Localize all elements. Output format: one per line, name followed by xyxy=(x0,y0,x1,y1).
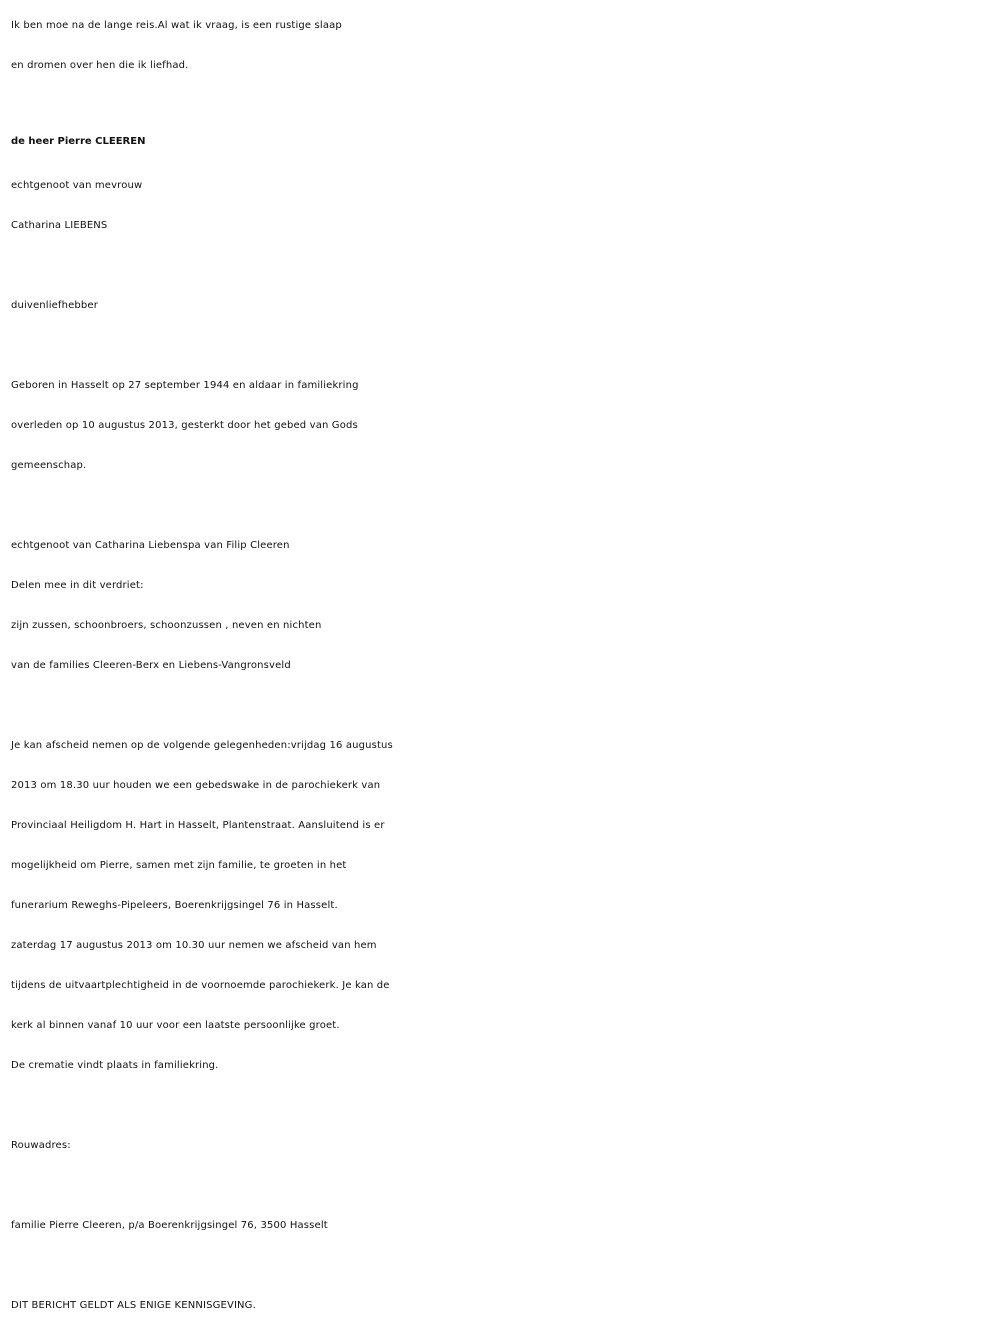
mourning-address: familie Pierre Cleeren, p/a Boerenkrijgsingel 76, 3500 Hasselt xyxy=(11,1220,328,1231)
family-info xyxy=(11,526,996,686)
farewell-line: tijdens de uitvaartplechtigheid in de voornoemde parochiekerk. Je kan de xyxy=(11,980,390,991)
spacer xyxy=(11,1166,996,1206)
family-line: Delen mee in dit verdriet: xyxy=(11,580,144,591)
poem xyxy=(11,6,996,86)
family-line: echtgenoot van Catharina Liebenspa van Filip Cleeren xyxy=(11,540,290,551)
hobby: duivenliefhebber xyxy=(11,300,98,311)
spouse-line: Catharina LIEBENS xyxy=(11,220,108,231)
farewell-line: Je kan afscheid nemen op de volgende gelegenheden:vrijdag 16 augustus xyxy=(11,740,393,751)
farewell-info xyxy=(11,726,996,1086)
spouse-line: echtgenoot van mevrouw xyxy=(11,180,143,191)
farewell-line: funerarium Reweghs-Pipeleers, Boerenkrijgsingel 76 in Hasselt. xyxy=(11,900,338,911)
birth-death-info xyxy=(11,366,996,486)
poem-line: Ik ben moe na de lange reis.Al wat ik vraag, is een rustige slaap xyxy=(11,20,342,31)
deceased-name: de heer Pierre CLEEREN xyxy=(11,136,146,147)
address-label: Rouwadres: xyxy=(11,1140,71,1151)
spacer xyxy=(11,486,996,526)
poem-line: en dromen over hen die ik liefhad. xyxy=(11,60,189,71)
farewell-line: 2013 om 18.30 uur houden we een gebedswake in de parochiekerk van xyxy=(11,780,381,791)
family-line: zijn zussen, schoonbroers, schoonzussen , neven en nichten xyxy=(11,620,322,631)
spacer xyxy=(11,246,996,286)
spacer xyxy=(11,686,996,726)
farewell-line: mogelijkheid om Pierre, samen met zijn familie, te groeten in het xyxy=(11,860,347,871)
farewell-line: Provinciaal Heiligdom H. Hart in Hasselt, Plantenstraat. Aansluitend is er xyxy=(11,820,385,831)
spacer xyxy=(11,1086,996,1126)
spacer xyxy=(11,1246,996,1286)
farewell-line: zaterdag 17 augustus 2013 om 10.30 uur nemen we afscheid van hem xyxy=(11,940,377,951)
farewell-line: De crematie vindt plaats in familiekring. xyxy=(11,1060,219,1071)
birth-death-line: Geboren in Hasselt op 27 september 1944 en aldaar in familiekring xyxy=(11,380,359,391)
birth-death-line: overleden op 10 augustus 2013, gesterkt door het gebed van Gods xyxy=(11,420,358,431)
notice: DIT BERICHT GELDT ALS ENIGE KENNISGEVING. xyxy=(11,1300,256,1311)
spacer xyxy=(11,326,996,366)
spouse-info xyxy=(11,166,996,246)
birth-death-line: gemeenschap. xyxy=(11,460,87,471)
farewell-line: kerk al binnen vanaf 10 uur voor een laatste persoonlijke groet. xyxy=(11,1020,340,1031)
family-line: van de families Cleeren-Berx en Liebens-Vangronsveld xyxy=(11,660,291,671)
obituary-document xyxy=(11,6,996,1326)
